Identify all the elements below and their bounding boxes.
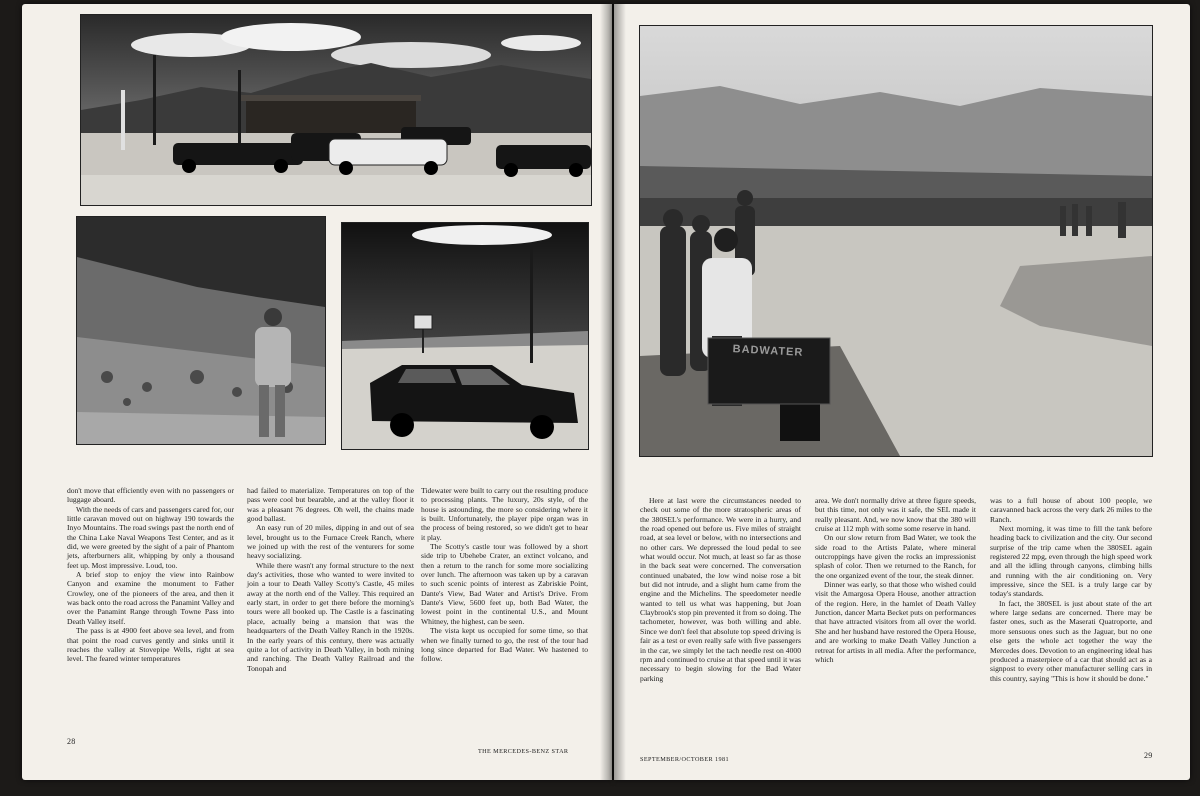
- right-page-column-1: [640, 496, 801, 683]
- right-page-column-3: [990, 496, 1152, 683]
- paragraph: In fact, the 380SEL is just about state of the art where large sedans are concerned. There may be faster ones, such as the Maserati Quatroporte, and more sensuous ones such as the Jaguar, but no one else gets the whole act together the way the Mercedes does. Devotion to an engineering ideal has produced a masterpiece of a car that should act as a signpost to every other manufacturer selling cars in this country, saying "This is how it should be done.": [990, 598, 1152, 683]
- paragraph: While there wasn't any formal structure to the next day's activities, those who wanted to were invited to join a tour to Death Valley Scotty's Castle, 45 miles away at the north end of the Valley. This required an early start, in order to get there before the morning's tours were all booked up. The Castle is a fascinating place, actually being a mansion that was the headquarters of the Death Valley Ranch in the 1920s. In the early years of this century, there was actually quite a lot of activity in Death Valley, in both mining and ranching. The Death Valley Railroad and the Tonopah and: [247, 560, 414, 673]
- paragraph: Dinner was early, so that those who wished could visit the Amargosa Opera House, another attraction of the region. Here, in the hamlet of Death Valley Junction, dancer Marta Becket puts on performances that have attracted visitors from all over the world. She and her husband have restored the Opera House, and are working to make Death Valley Junction a retreat for artists in all media. After the performance, which: [815, 580, 976, 664]
- paragraph: don't move that efficiently even with no passengers or luggage aboard.: [67, 486, 234, 505]
- photo-photographer-hillside: [76, 216, 326, 445]
- page-number-left: 28: [67, 737, 76, 746]
- running-footer-right: SEPTEMBER/OCTOBER 1981: [640, 756, 729, 763]
- paragraph: had failed to materialize. Temperatures on top of the pass were cool but bearable, and at the valley floor it was a pleasant 76 degrees. Oh well, the chains made good ballast.: [247, 486, 414, 524]
- paragraph: The Scotty's castle tour was followed by a short side trip to Ubehebe Crater, an extinct volcano, and then a return to the ranch for some more socializing over lunch. The afternoon was taken up by a caravan to such scenic points of interest as Zabriskie Point, Dante's View, Bad Water and Artist's Drive. From Dante's View, 5600 feet up, both Bad Water, the lowest point in the continental U.S., and Mount Whitney, the highest, can be seen.: [421, 542, 588, 626]
- paragraph: Tidewater were built to carry out the resulting produce to processing plants. The luxury, 20s style, of the house is astounding, the more so considering where it is built. Unfortunately, the player pipe organ was in the process of being restored, so we didn't get to hear it play.: [421, 486, 588, 542]
- paragraph: With the needs of cars and passengers cared for, our little caravan moved out on highway 190 towards the Inyo Mountains. The road swings past the north end of the China Lake Naval Weapons Test Center, and as it did, we were greeted by the sight of a pair of Phantom jets, afterburners alit, whipping by only a thousand feet up. Most impressive. Loud, too.: [67, 504, 234, 570]
- paragraph: A brief stop to enjoy the view into Rainbow Canyon and examine the monument to Father Crowley, one of the pioneers of the area, and then it was back onto the road across the Panamint Valley and over the Panamint Range through Towne Pass into Death Valley itself.: [67, 570, 234, 626]
- running-footer-left: THE MERCEDES-BENZ STAR: [478, 748, 569, 755]
- left-page-column-3: [421, 486, 588, 664]
- paragraph: Here at last were the circumstances needed to check out some of the more stratospheric areas of the 380SEL's performance. We were in a hurry, and the road opened out before us. Five miles of straight road, at sea level or below, with no intersections and no other cars. We depressed the loud pedal to see what would occur. Not much, at least so far as those in the back seat were concerned. The conversation continued unabated, the low wind noise rose a bit but did not intrude, and a slight hum came from the engine and the Michelins. The speedometer needle wanted to tell us what was happening, but Joan Claybrook's stop pin prevented it from so doing. The tachometer, however, was both willing and able. Since we don't feel that absolute top speed driving is fair as a test or even really safe with five passengers in the car, we simply let the tach needle rest on 4000 rpm and continued to cruise at that speed until it was necessary to begin slowing for the Bad Water parking: [640, 496, 801, 683]
- page-number-right: 29: [1144, 751, 1153, 760]
- paragraph: Next morning, it was time to fill the tank before heading back to civilization and the city. Our second surprise of the trip came when the 380SEL again registered 22 mpg, even through the high speed work and all the idling through canyons, climbing hills and running with the air conditioning on. Very impressive, since the SEL is a truly large car by today's standards.: [990, 524, 1152, 599]
- paragraph: The pass is at 4900 feet above sea level, and from that point the road curves gently and sinks until it reaches the valley at Stovepipe Wells, right at sea level. The feared winter temperatures: [67, 626, 234, 664]
- photo-ranch-parked-cars: [80, 14, 592, 206]
- spine-gutter: [600, 4, 626, 780]
- left-page-column-2: [247, 486, 414, 673]
- badwater-sign-text: BADWATER: [732, 343, 804, 359]
- paragraph: On our slow return from Bad Water, we took the side road to the Artists Palate, where mineral outcroppings have given the rocks an impressionist splash of color. Then we returned to the Ranch, for the one organized event of the tour, the steak dinner.: [815, 533, 976, 580]
- paragraph: An easy run of 20 miles, dipping in and out of sea level, brought us to the Furnace Creek Ranch, where we joined up with the rest of the venturers for some heavy socializing.: [247, 523, 414, 561]
- paragraph: was to a full house of about 100 people, we caravanned back across the very dark 26 miles to the Ranch.: [990, 496, 1152, 524]
- paragraph: The vista kept us occupied for some time, so that when we finally turned to go, the rest of the tour had long since departed for Bad Water. We hastened to follow.: [421, 626, 588, 664]
- left-page-column-1: [67, 486, 234, 664]
- right-page-column-2: [815, 496, 976, 664]
- paragraph: area. We don't normally drive at three figure speeds, but this time, not only was it safe, the SEL made it really pleasant. And, we now know that the 380 will cruise at 112 mph with some some reserve in hand.: [815, 496, 976, 534]
- photo-mercedes-sedan: [341, 222, 589, 450]
- photo-badwater-salt-flats: [639, 25, 1153, 457]
